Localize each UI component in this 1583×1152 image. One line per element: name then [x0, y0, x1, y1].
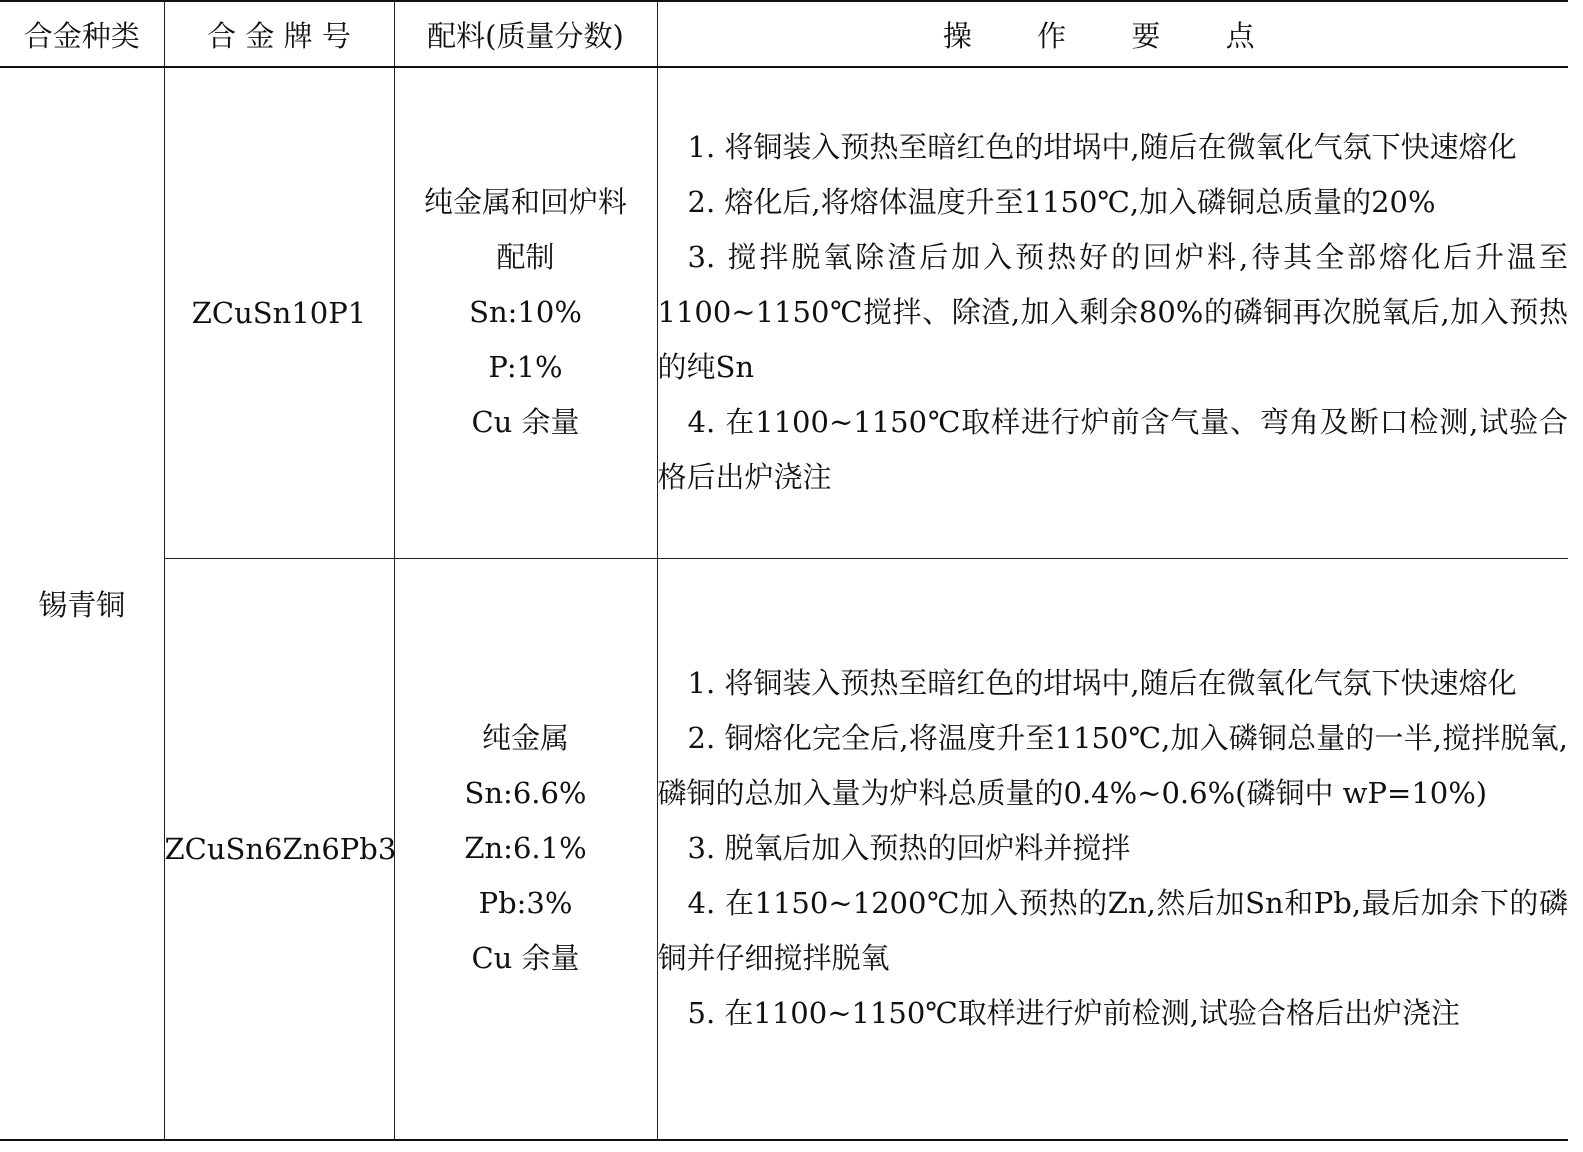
composition-line: Cu 余量 — [471, 941, 580, 976]
procedure-step: 1. 将铜装入预热至暗红色的坩埚中,随后在微氧化气氛下快速熔化 — [687, 666, 1517, 701]
procedure-step: 3. 搅拌脱氧除渣后加入预热好的回炉料,待其全部熔化后升温至1100~1150℃搅拌、除渣,加入剩余80%的磷铜再次脱氧后,加入预热的纯Sn — [657, 240, 1568, 385]
procedure-step: 2. 铜熔化完全后,将温度升至1150℃,加入磷铜总量的一半,搅拌脱氧,磷铜的总加入量为炉料总质量的0.4%~0.6%(磷铜中 wP=10%) — [657, 721, 1568, 811]
composition-line: Zn:6.1% — [464, 831, 587, 866]
procedure-cell — [657, 67, 1568, 558]
procedure-step: 3. 脱氧后加入预热的回炉料并搅拌 — [687, 831, 1131, 866]
alloy-type-cell: 锡青铜 — [0, 67, 164, 1140]
table-row — [0, 67, 1568, 558]
table-header-row — [0, 1, 1568, 67]
procedure-step: 4. 在1100~1150℃取样进行炉前含气量、弯角及断口检测,试验合格后出炉浇注 — [657, 405, 1568, 495]
header-alloy-grade: 合 金 牌 号 — [164, 1, 394, 67]
alloy-grade-cell: ZCuSn10P1 — [164, 67, 394, 558]
procedure-step: 2. 熔化后,将熔体温度升至1150℃,加入磷铜总质量的20% — [687, 185, 1436, 220]
composition-line: Sn:10% — [469, 295, 582, 330]
procedure-cell — [657, 558, 1568, 1140]
header-alloy-type: 合金种类 — [0, 1, 164, 67]
composition-line: 纯金属 — [481, 721, 569, 756]
procedure-step: 5. 在1100~1150℃取样进行炉前检测,试验合格后出炉浇注 — [687, 996, 1460, 1031]
procedure-step: 1. 将铜装入预热至暗红色的坩埚中,随后在微氧化气氛下快速熔化 — [687, 130, 1517, 165]
composition-cell — [394, 67, 657, 558]
composition-cell — [394, 558, 657, 1140]
composition-line: Sn:6.6% — [464, 776, 587, 811]
table-row — [0, 558, 1568, 1140]
header-procedure: 操 作 要 点 — [657, 1, 1568, 67]
alloy-grade-cell: ZCuSn6Zn6Pb3 — [164, 558, 394, 1140]
composition-line: Cu 余量 — [471, 405, 580, 440]
composition-line: Pb:3% — [478, 886, 573, 921]
composition-line: 纯金属和回炉料 — [423, 185, 627, 220]
composition-line: 配制 — [496, 240, 555, 275]
header-composition: 配料(质量分数) — [394, 1, 657, 67]
procedure-step: 4. 在1150~1200℃加入预热的Zn,然后加Sn和Pb,最后加余下的磷铜并仔细搅拌脱氧 — [657, 886, 1568, 976]
composition-line: P:1% — [488, 350, 563, 385]
